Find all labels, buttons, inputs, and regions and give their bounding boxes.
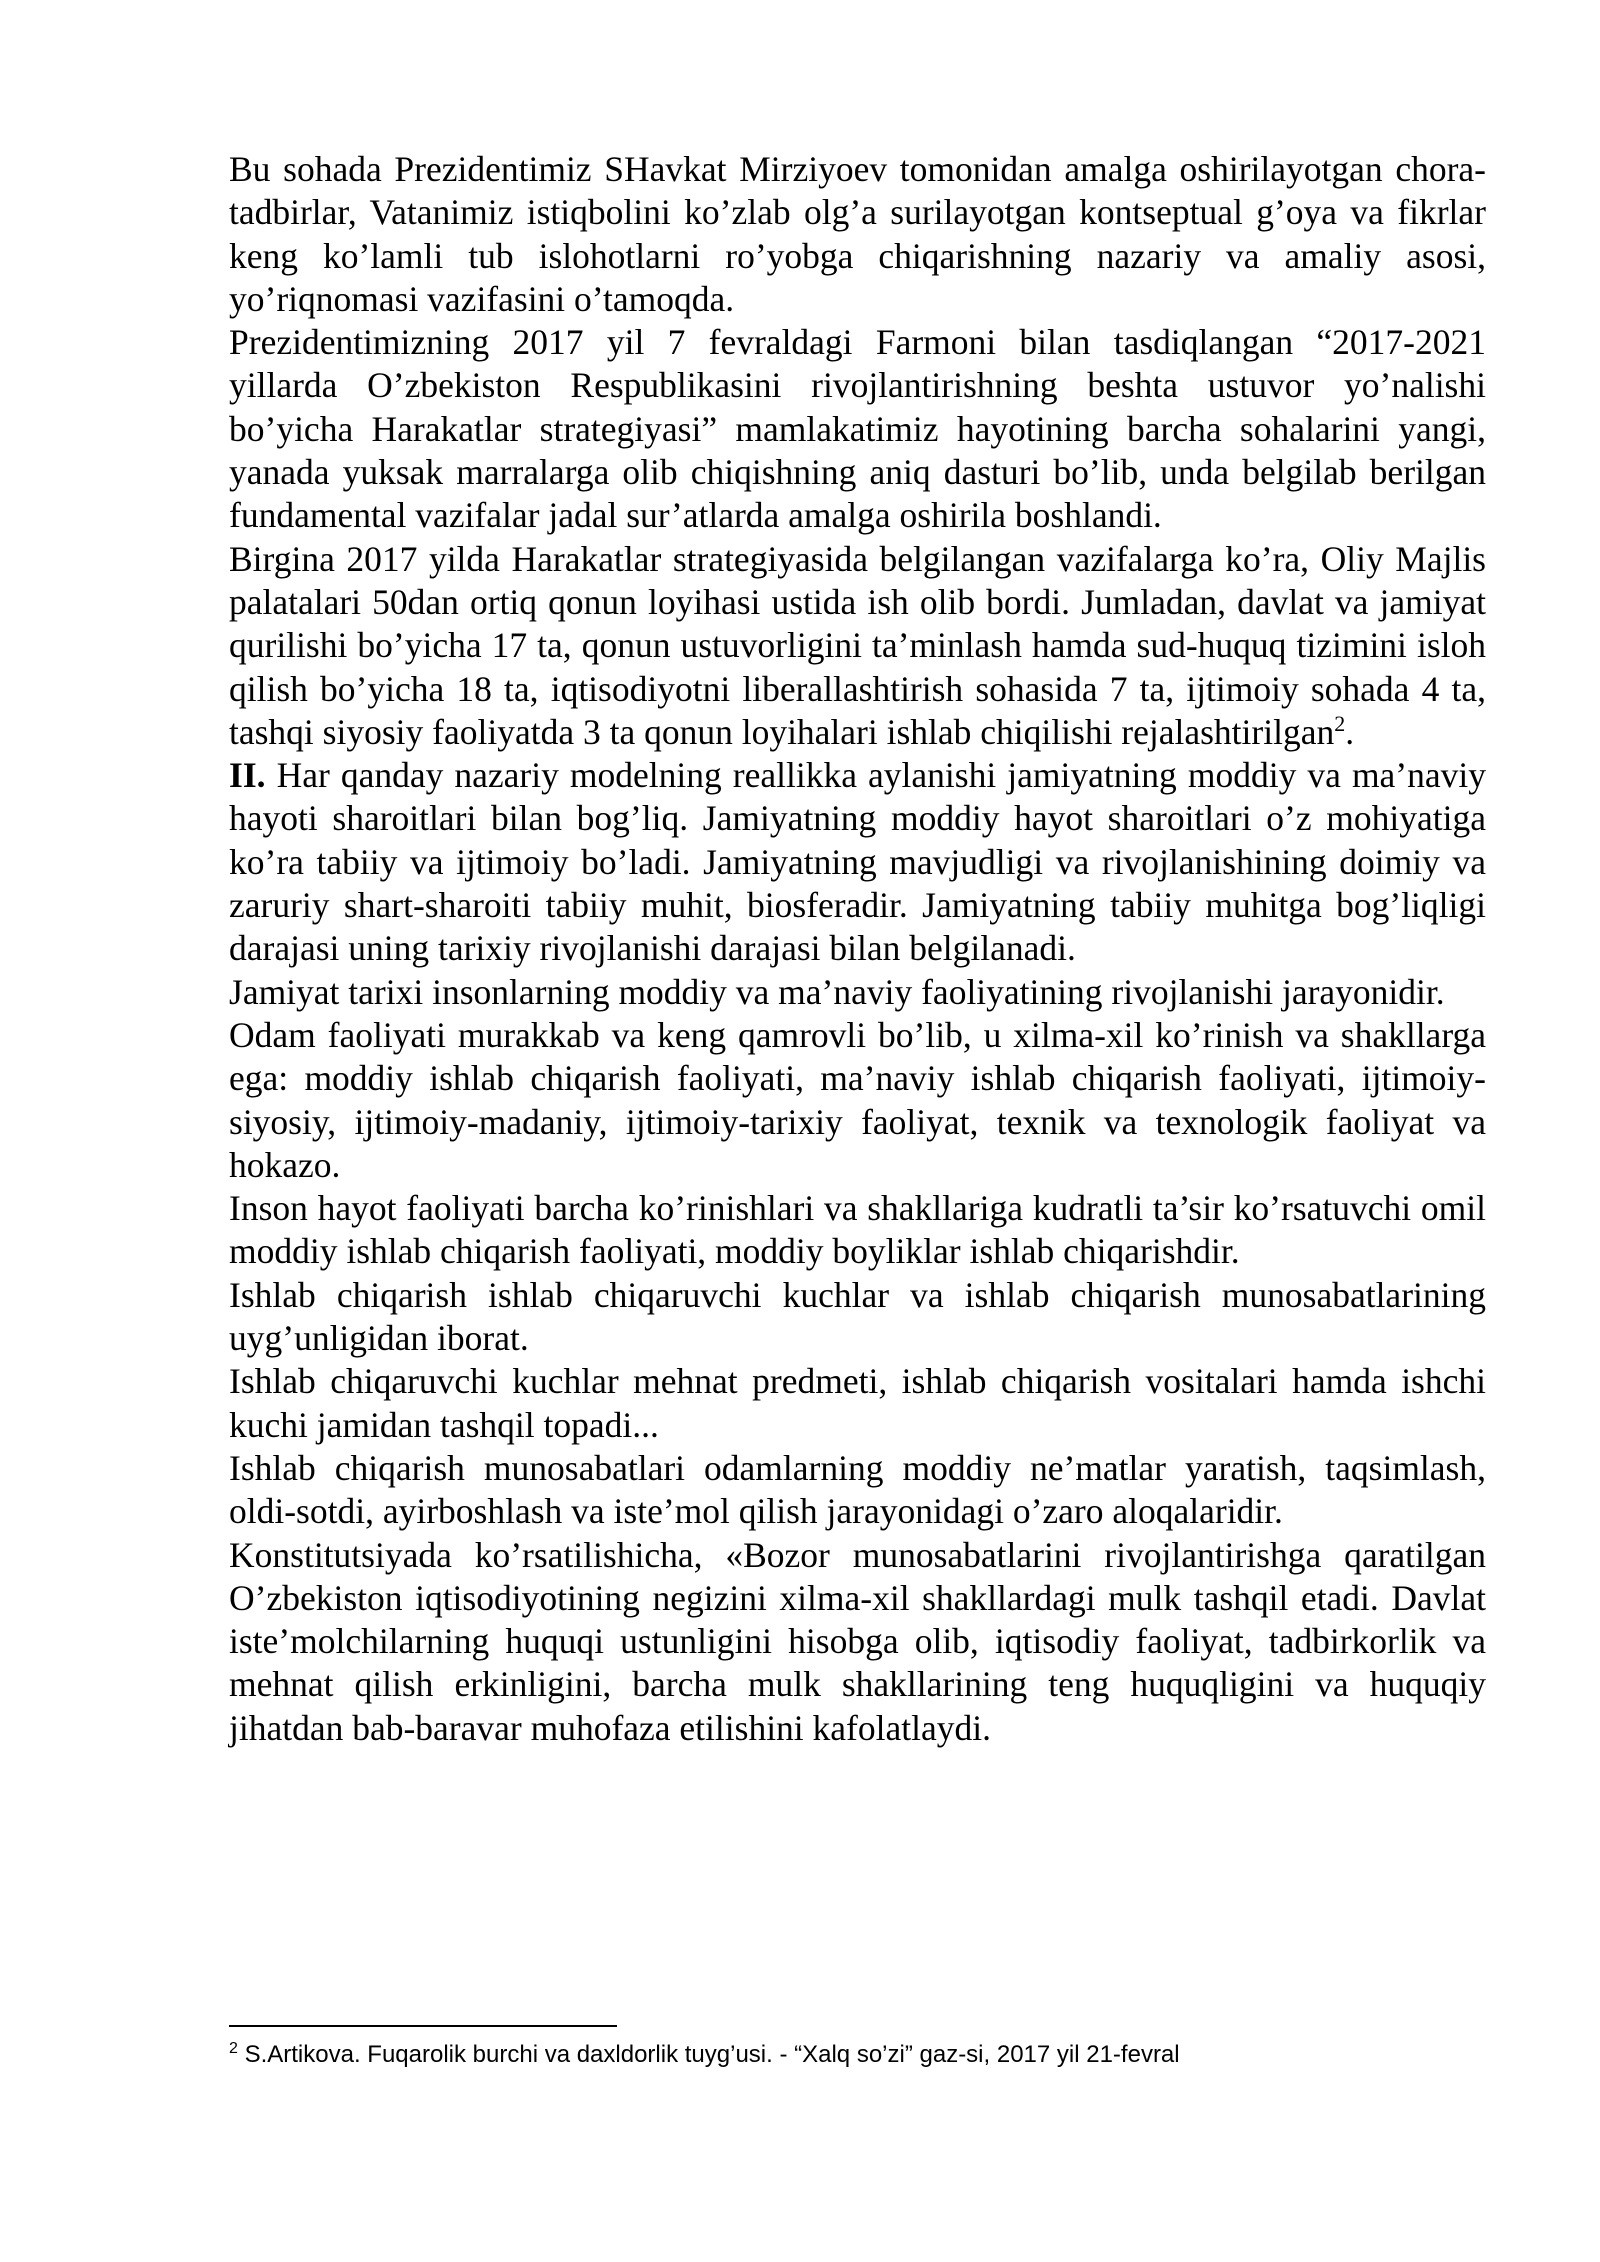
paragraph-6-text: Odam faoliyati murakkab va keng qamrovli bo’lib, u xilma-xil ko’rinish va shakllarga ega: moddiy ishlab chiqarish faoliyati, ma’naviy ishlab chiqarish faoliyati, ijtimoiy-siyosiy, ijtimoiy-madaniy, ijtimoiy-tarixiy faoliyat, texnik va texnologik faoliyat va hokazo.	[229, 1014, 1486, 1185]
paragraph-9	[229, 1360, 1486, 1447]
section-number: II.	[229, 755, 266, 796]
paragraph-9-text: Ishlab chiqaruvchi kuchlar mehnat predmeti, ishlab chiqarish vositalari hamda ishchi kuchi jamidan tashqil topadi...	[229, 1361, 1486, 1445]
footnote-text: S.Artikova. Fuqarolik burchi va daxldorlik tuyg’usi. - “Xalq so’zi” gaz-si, 2017 yil 21-fevral	[237, 2041, 1180, 2068]
paragraph-5	[229, 971, 1486, 1014]
paragraph-7-text: Inson hayot faoliyati barcha ko’rinishlari va shakllariga kudratli ta’sir ko’rsatuvchi omil moddiy ishlab chiqarish faoliyati, moddiy boyliklar ishlab chiqarishdir.	[229, 1188, 1486, 1272]
paragraph-3	[229, 538, 1486, 754]
footnote	[229, 2040, 1529, 2070]
paragraph-1-text: Bu sohada Prezidentimiz SHavkat Mirziyoev tomonidan amalga oshirilayotgan chora-tadbirlar, Vatanimiz istiqbolini ko’zlab olg’a surilayotgan kontseptual g’oya va fikrlar keng ko’lamli tub islohotlarni ro’yobga chiqarishning nazariy va amaliy asosi, yo’riqnomasi vazifasini o’tamoqda.	[229, 149, 1486, 319]
paragraph-5-text: Jamiyat tarixi insonlarning moddiy va ma’naviy faoliyatining rivojlanishi jarayonidir.	[229, 971, 1445, 1012]
paragraph-8-text: Ishlab chiqarish ishlab chiqaruvchi kuchlar va ishlab chiqarish munosabatlarining uyg’unligidan iborat.	[229, 1274, 1486, 1359]
paragraph-4	[229, 754, 1486, 970]
paragraph-3-text: Birgina 2017 yilda Harakatlar strategiyasida belgilangan vazifalarga ko’ra, Oliy Majlis palatalari 50dan ortiq qonun loyihasi ustida ish olib bordi. Jumladan, davlat va jamiyat qurilishi bo’yicha 17 ta, qonun ustuvorligini ta’minlash hamda sud-huquq tizimini isloh qilish bo’yicha 18 ta, iqtisodiyotni liberallashtirish sohasida 7 ta, ijtimoiy sohada 4 ta, tashqi siyosiy faoliyatda 3 ta qonun loyihalari ishlab chiqilishi rejalashtirilgan	[229, 538, 1486, 752]
paragraph-2	[229, 321, 1486, 537]
paragraph-1	[229, 148, 1486, 321]
document-body	[229, 148, 1486, 1750]
paragraph-6	[229, 1014, 1486, 1187]
paragraph-3-end: .	[1345, 711, 1355, 752]
paragraph-10	[229, 1447, 1486, 1534]
paragraph-4-text: Har qanday nazariy modelning reallikka aylanishi jamiyatning moddiy va ma’naviy hayoti sharoitlari bilan bog’liq. Jamiyatning moddiy hayot sharoitlari o’z mohiyatiga ko’ra tabiiy va ijtimoiy bo’ladi. Jamiyatning mavjudligi va rivojlanishining doimiy va zaruriy shart-sharoiti tabiiy muhit, biosferadir. Jamiyatning tabiiy muhitga bog’liqligi darajasi uning tarixiy rivojlanishi darajasi bilan belgilanadi.	[229, 755, 1486, 969]
paragraph-11-text: Konstitutsiyada ko’rsatilishicha, «Bozor munosabatlarini rivojlantirishga qaratilgan O’zbekiston iqtisodiyotining negizini xilma-xil shakllardagi mulk tashqil etadi. Davlat iste’molchilarning huquqi ustunligini hisobga olib, iqtisodiy faoliyat, tadbirkorlik va mehnat qilish erkinligini, barcha mulk shakllarining teng huquqligini va huquqiy jihatdan bab-baravar muhofaza etilishini kafolatlaydi.	[229, 1534, 1486, 1748]
paragraph-7	[229, 1187, 1486, 1274]
footnote-reference[interactable]: 2	[1334, 711, 1346, 737]
paragraph-8	[229, 1274, 1486, 1361]
footnote-number: 2	[229, 2040, 238, 2057]
paragraph-10-text: Ishlab chiqarish munosabatlari odamlarning moddiy ne’matlar yaratish, taqsimlash, oldi-sotdi, ayirboshlash va iste’mol qilish jarayonidagi o’zaro aloqalaridir.	[229, 1447, 1486, 1532]
footnote-separator	[229, 2025, 617, 2027]
paragraph-11	[229, 1534, 1486, 1750]
paragraph-2-text: Prezidentimizning 2017 yil 7 fevraldagi Farmoni bilan tasdiqlangan “2017-2021 yillarda O’zbekiston Respublikasini rivojlantirishning beshta ustuvor yo’nalishi bo’yicha Harakatlar strategiyasi” mamlakatimiz hayotining barcha sohalarini yangi, yanada yuksak marralarga olib chiqishning aniq dasturi bo’lib, unda belgilab berilgan fundamental vazifalar jadal sur’atlarda amalga oshirila boshlandi.	[229, 322, 1486, 536]
